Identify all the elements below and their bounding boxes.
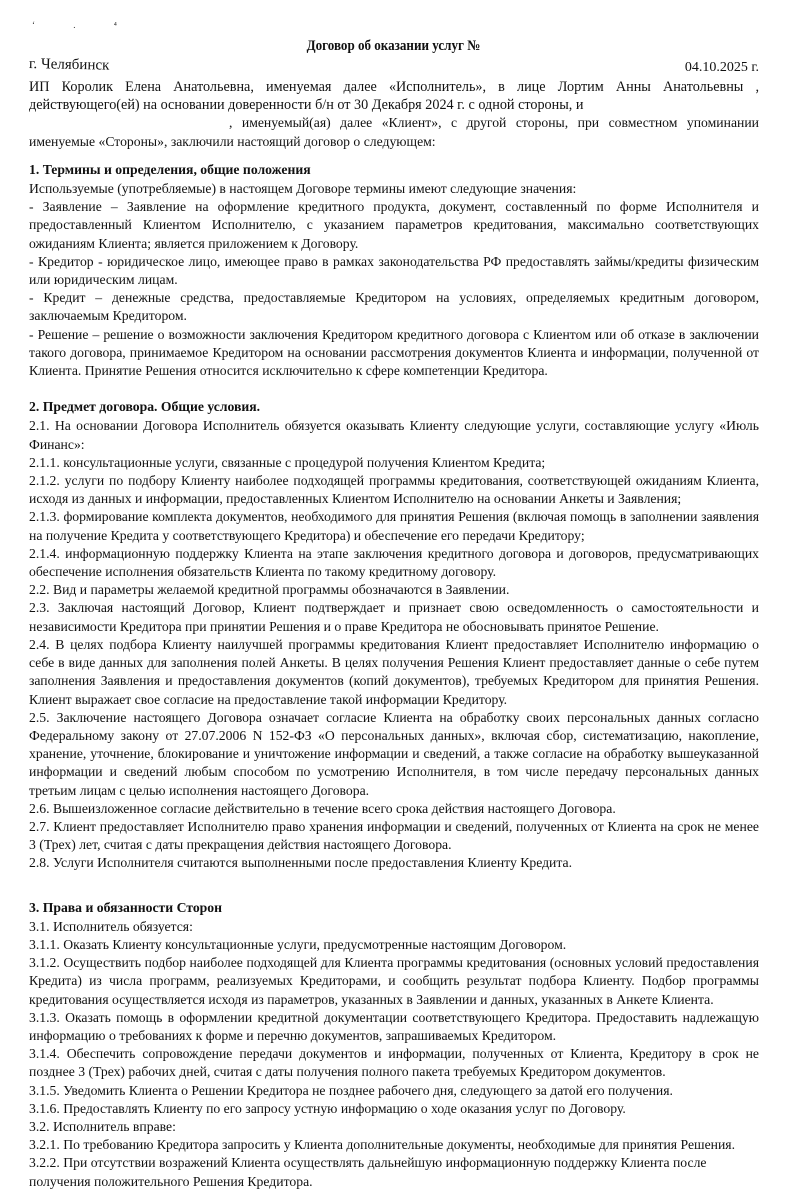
city: г. Челябинск <box>28 56 110 74</box>
paragraph: 2.3. Заключая настоящий Договор, Клиент подтверждает и признает свою осведомленность о самостоятельности и независимости Кредитора при принятии Решения и о праве Кредитора не обосновывать принятое Решение. <box>29 600 759 634</box>
paragraph: 3.2.2. При отсутствии возражений Клиента осуществлять дальнейшую информационную поддержку Клиента после получения положительного Решения Кредитора. <box>29 1155 707 1189</box>
section-2-heading: 2. Предмет договора. Общие условия. <box>29 399 261 415</box>
paragraph: - Кредитор - юридическое лицо, имеющее право в рамках законодательства РФ предоставлять займы/кредиты физическим или юридическим лицам. <box>29 253 759 288</box>
paragraph: 2.1.2. услуги по подбору Клиенту наиболее подходящей программы кредитования, соответствующей ожиданиям Клиента, исходя из данных и информации, предоставленных Клиентом Исполнителю на основании Анкеты и Заявления; <box>29 473 759 507</box>
paragraph: 3.1.6. Предоставлять Клиенту по его запросу устную информацию о ходе оказания услуг по Договору. <box>29 1100 626 1116</box>
paragraph: 2.5. Заключение настоящего Договора означает согласие Клиента на обработку своих персональных данных согласно Федеральному закону от 27.07.2006 N 152-ФЗ «О персональных данных», включая сбор, систематизацию, накопление, хранение, уточнение, блокирование и уничтожение информации и сведений, а также согласие на обработку вышеуказанной информации и сведений любым способом по усмотрению Исполнителя, в том числе передачу персональных данных третьим лицам с целью исполнения настоящего Договора. <box>29 709 759 798</box>
intro-parties: ИП Королик Елена Анатольевна, именуемая далее «Исполнитель», в лице Лортим Анны Анатольевны , действующего(ей) на основании доверенности б/н от 30 Декабря 2024 г. с одной стороны, и <box>29 79 759 114</box>
paragraph: 3.1.1. Оказать Клиенту консультационные услуги, предусмотренные настоящим Договором. <box>29 936 567 952</box>
intro-client: , именуемый(ая) далее «Клиент», с другой стороны, при совместном упоминании именуемые «Стороны», заключили настоящий договор о следующем: <box>29 115 759 149</box>
paragraph: 2.1.1. консультационные услуги, связанные с процедурой получения Клиентом Кредита; <box>29 454 546 470</box>
paragraph: 3.2. Исполнитель вправе: <box>29 1118 176 1134</box>
paragraph: 3.1.2. Осуществить подбор наиболее подходящей для Клиента программы кредитования (основных условий предоставления Кредита) из числа программ, реализуемых Кредиторами, и сообщить результат подбора Клиенту. Подбор программы кредитования осуществляется исходя из параметров, указанных в Заявлении и данных, указанных в Анкете Клиента. <box>29 955 759 1007</box>
paragraph: 3.1.5. Уведомить Клиента о Решении Кредитора не позднее рабочего дня, следующего за датой его получения. <box>29 1082 673 1098</box>
document-body <box>29 78 759 1191</box>
paragraph: Используемые (употребляемые) в настоящем Договоре термины имеют следующие значения: <box>29 181 577 197</box>
paragraph: 2.1.4. информационную поддержку Клиента на этапе заключения кредитного договора и договоров, предусматривающих обеспечение исполнения обязательств Клиента по такому кредитному договору. <box>29 545 759 580</box>
section-1-heading: 1. Термины и определения, общие положения <box>29 161 311 177</box>
paragraph: 3.1.3. Оказать помощь в оформлении кредитной документации соответствующего Кредитора. Предоставить надлежащую информацию о требованиях к форме и перечню документов, запрашиваемых Кредитором. <box>29 1009 759 1043</box>
paragraph: 2.7. Клиент предоставляет Исполнителю право хранения информации и сведений, полученных от Клиента на срок не менее 3 (Трех) лет, считая с даты прекращения действия настоящего Договора. <box>29 818 759 853</box>
paragraph: 2.8. Услуги Исполнителя считаются выполненными после предоставления Клиенту Кредита. <box>29 855 573 871</box>
paragraph: 2.6. Вышеизложенное согласие действительно в течение всего срока действия настоящего Договора. <box>29 800 616 816</box>
paragraph: - Заявление – Заявление на оформление кредитного продукта, документ, составленный по форме Исполнителя и предоставленный Клиентом Исполнителю, с указанием параметров кредитования, максимально соответствующих ожиданиям Клиента; является приложением к Договору. <box>29 199 759 251</box>
paragraph: 2.4. В целях подбора Клиенту наилучшей программы кредитования Клиент предоставляет Исполнителю информацию о себе в виде данных для заполнения полей Анкеты. В целях получения Решения Клиент предоставляет данные о себе путем заполнения Заявления и предоставления документов (копий документов), требуемых Кредитором для принятия Решения. Клиент выражает свое согласие на предоставление такой информации Кредитору. <box>29 636 759 707</box>
paragraph: - Кредит – денежные средства, предоставляемые Кредитором на условиях, определяемых кредитным договором, заключаемым Кредитором. <box>29 290 759 324</box>
document-title: Договор об оказании услуг № <box>306 38 481 54</box>
scan-marks: ʻ . ⁴ <box>32 20 135 30</box>
section-3-heading: 3. Права и обязанности Сторон <box>29 899 223 915</box>
paragraph: 2.2. Вид и параметры желаемой кредитной программы обозначаются в Заявлении. <box>29 582 510 598</box>
paragraph: 2.1.3. формирование комплекта документов, необходимого для принятия Решения (включая помощь в заполнении заявления на получение Кредита у соответствующего Кредитора) и обеспечение его передачи Кредитору; <box>29 509 759 543</box>
paragraph: 3.1.4. Обеспечить сопровождение передачи документов и информации, полученных от Клиента, Кредитору в срок не позднее 3 (Трех) рабочих дней, считая с даты получения полного пакета требуемых Кредитором документов. <box>29 1046 759 1080</box>
paragraph: 3.1. Исполнитель обязуется: <box>29 918 193 934</box>
paragraph: - Решение – решение о возможности заключения Кредитором кредитного договора с Клиентом или об отказе в заключении такого договора, принимаемое Кредитором на основании рассмотрения документов Клиента и информации, полученной от Клиента. Принятие Решения относится исключительно к сфере компетенции Кредитора. <box>29 326 759 379</box>
paragraph: 3.2.1. По требованию Кредитора запросить у Клиента дополнительные документы, необходимые для принятия Решения. <box>29 1137 736 1153</box>
paragraph: 2.1. На основании Договора Исполнитель обязуется оказывать Клиенту следующие услуги, составляющие услугу «Июль Финанс»: <box>29 418 759 452</box>
contract-date: 04.10.2025 г. <box>684 60 759 75</box>
